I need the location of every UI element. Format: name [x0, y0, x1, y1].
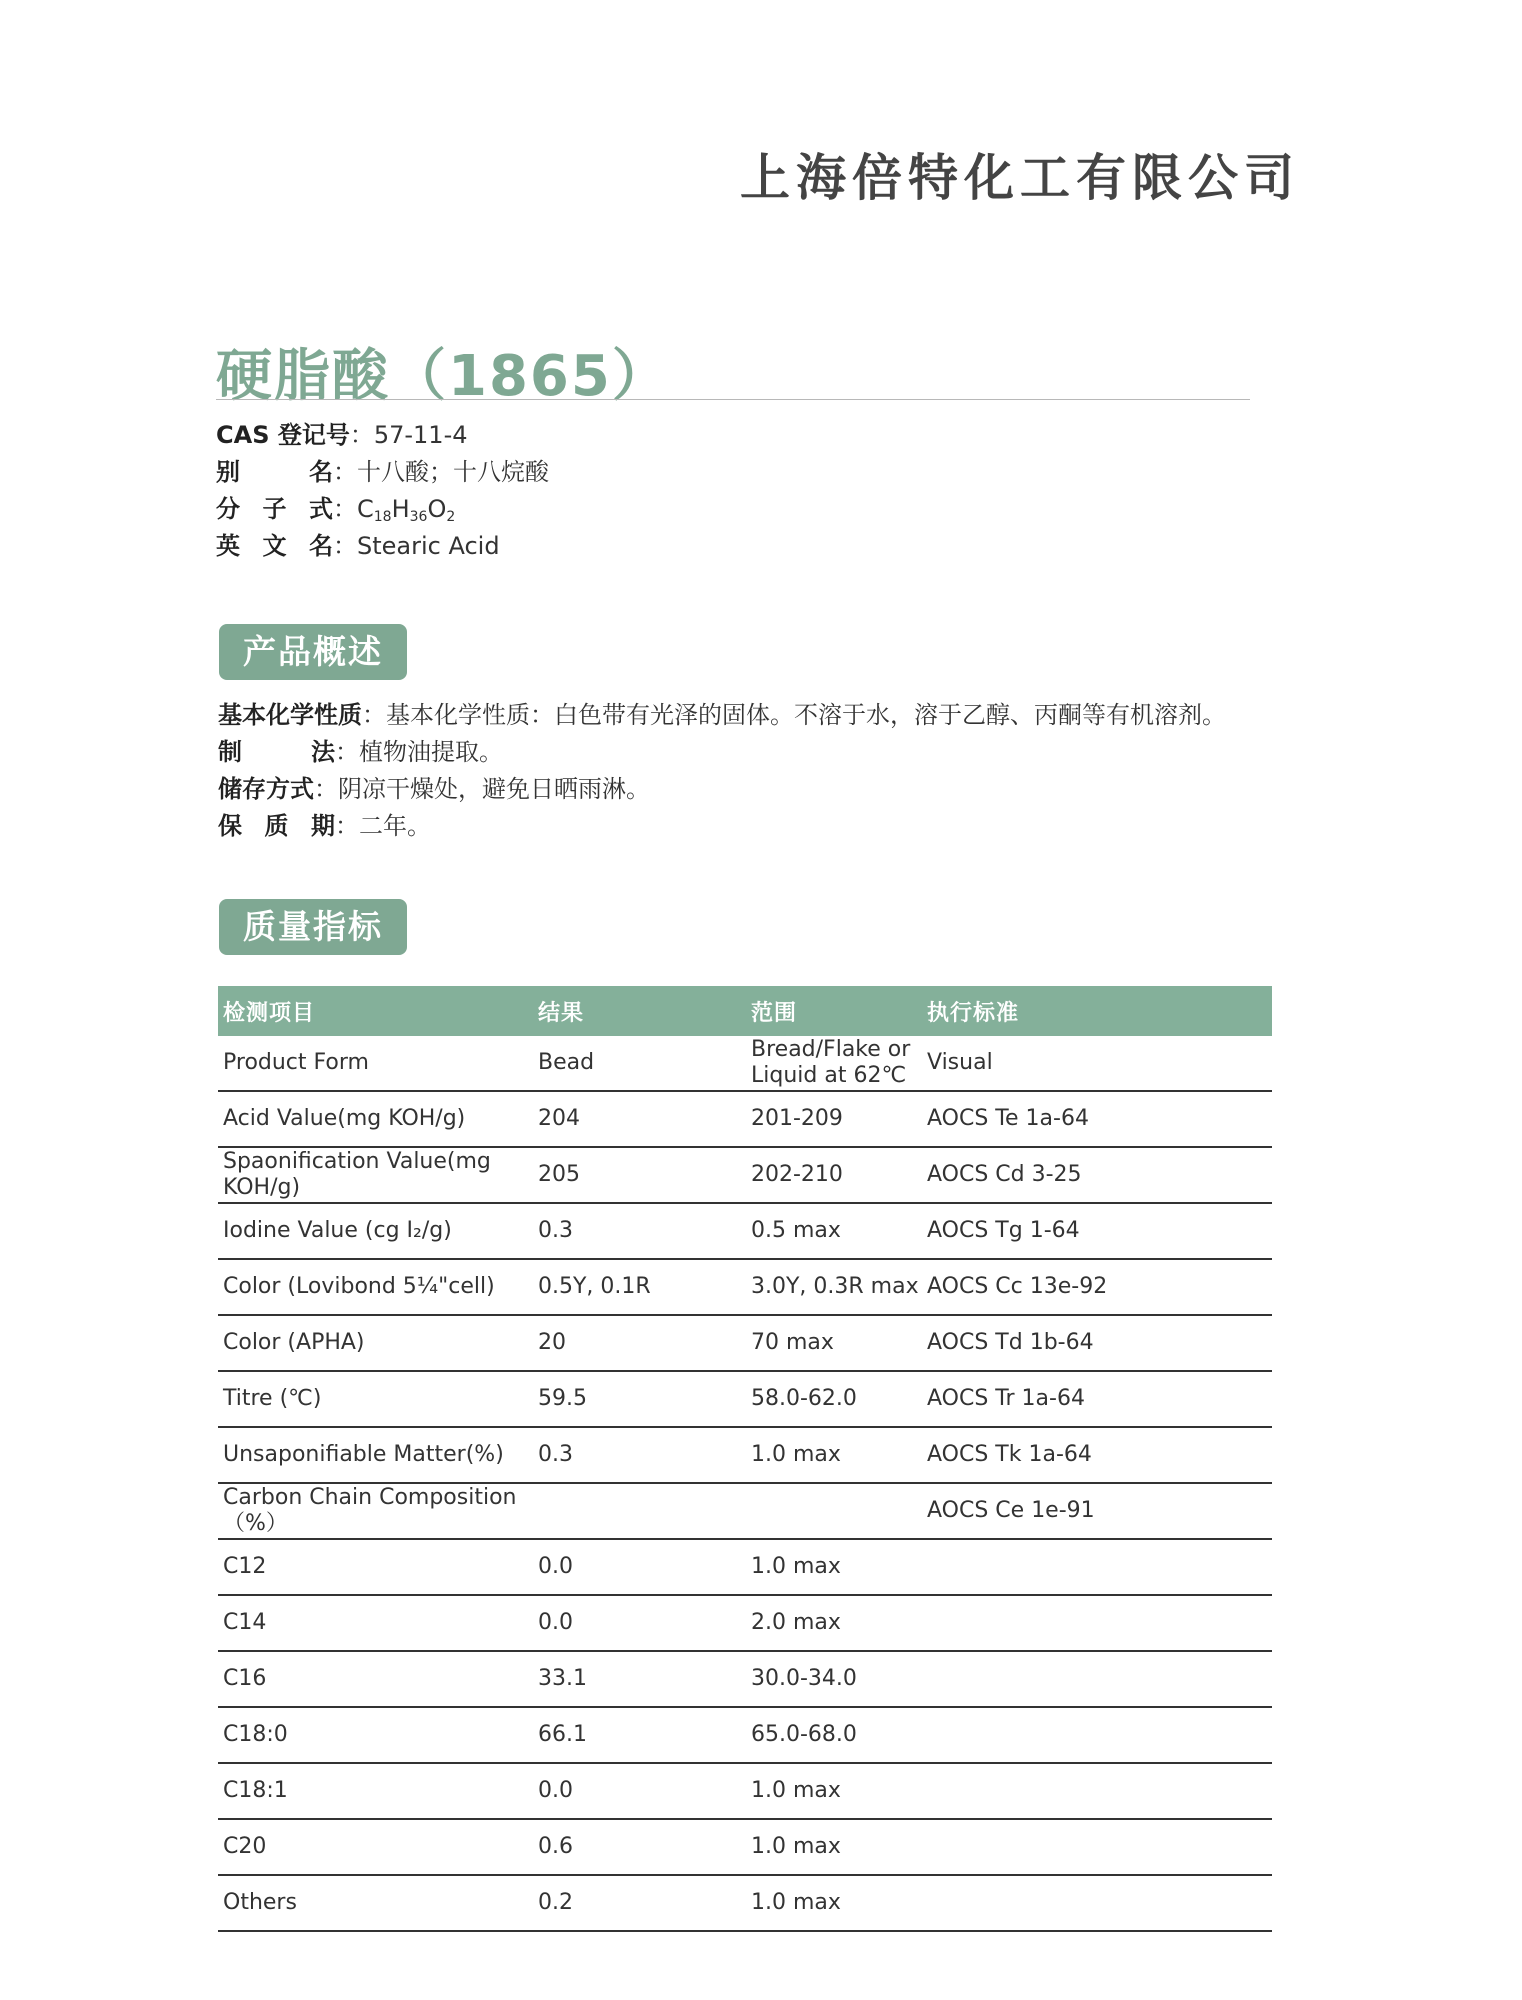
quality-badge: 质量指标 — [219, 899, 407, 955]
cell-range: 65.0-68.0 — [746, 1707, 922, 1763]
cell-range: 1.0 max — [746, 1763, 922, 1819]
cell-item: Titre (℃) — [218, 1371, 533, 1427]
cell-range: 3.0Y, 0.3R max — [746, 1259, 922, 1315]
cell-item: Acid Value(mg KOH/g) — [218, 1091, 533, 1147]
storage-row: 储存方式：阴凉干燥处，避免日晒雨淋。 — [218, 771, 1226, 808]
storage-value: 阴凉干燥处，避免日晒雨淋。 — [338, 775, 650, 803]
table-row — [218, 1147, 1272, 1203]
cell-standard — [922, 1595, 1272, 1651]
cell-standard: AOCS Td 1b-64 — [922, 1315, 1272, 1371]
table-row — [218, 1819, 1272, 1875]
cell-range: 201-209 — [746, 1091, 922, 1147]
cell-range: 30.0-34.0 — [746, 1651, 922, 1707]
method-value: 植物油提取。 — [359, 738, 503, 766]
alias-value: 十八酸；十八烷酸 — [357, 458, 549, 486]
table-row — [218, 1036, 1272, 1091]
method-row: 制法：植物油提取。 — [218, 734, 1226, 771]
cell-item: Color (Lovibond 5¼"cell) — [218, 1259, 533, 1315]
english-name-row: 英文名：Stearic Acid — [216, 528, 549, 565]
cell-range: 1.0 max — [746, 1875, 922, 1931]
formula-o-count: 2 — [446, 509, 456, 525]
cell-standard: AOCS Cc 13e-92 — [922, 1259, 1272, 1315]
table-row — [218, 1315, 1272, 1371]
cell-range: 202-210 — [746, 1147, 922, 1203]
cell-range — [746, 1483, 922, 1539]
cell-item: C18:0 — [218, 1707, 533, 1763]
cell-result: 0.0 — [533, 1539, 746, 1595]
table-row — [218, 1651, 1272, 1707]
title-divider — [216, 399, 1250, 400]
cell-item: C20 — [218, 1819, 533, 1875]
formula-h-count: 36 — [409, 509, 428, 525]
formula-o: O — [427, 495, 447, 523]
cell-item: Color (APHA) — [218, 1315, 533, 1371]
table-row — [218, 1763, 1272, 1819]
basic-properties-label: 基本化学性质 — [218, 701, 362, 729]
basic-properties-row: 基本化学性质：基本化学性质：白色带有光泽的固体。不溶于水，溶于乙醇、丙酮等有机溶剂。 — [218, 697, 1226, 734]
alias-row: 别名：十八酸；十八烷酸 — [216, 454, 549, 491]
alias-label: 别名 — [216, 458, 333, 486]
cell-item: C16 — [218, 1651, 533, 1707]
english-name-value: Stearic Acid — [357, 532, 500, 560]
cell-range: 1.0 max — [746, 1427, 922, 1483]
formula-label: 分子式 — [216, 495, 333, 523]
cell-standard: AOCS Te 1a-64 — [922, 1091, 1272, 1147]
cell-result: 59.5 — [533, 1371, 746, 1427]
cell-result: 0.0 — [533, 1763, 746, 1819]
formula-c-count: 18 — [373, 509, 392, 525]
cell-item: C18:1 — [218, 1763, 533, 1819]
cell-range: 1.0 max — [746, 1819, 922, 1875]
cell-item: Iodine Value (cg I₂/g) — [218, 1203, 533, 1259]
cell-standard — [922, 1539, 1272, 1595]
cell-item: C12 — [218, 1539, 533, 1595]
company-name: 上海倍特化工有限公司 — [740, 149, 1300, 207]
cas-value: 57-11-4 — [373, 421, 468, 449]
cell-item: Others — [218, 1875, 533, 1931]
formula-c: C — [357, 495, 374, 523]
method-label: 制法 — [218, 738, 335, 766]
product-info — [216, 417, 549, 565]
table-row — [218, 1595, 1272, 1651]
product-overview — [218, 697, 1226, 845]
table-row — [218, 1259, 1272, 1315]
cell-standard: AOCS Tk 1a-64 — [922, 1427, 1272, 1483]
formula-value — [357, 495, 455, 523]
cell-standard — [922, 1763, 1272, 1819]
cell-range: 0.5 max — [746, 1203, 922, 1259]
cell-standard: AOCS Tg 1-64 — [922, 1203, 1272, 1259]
cell-result: 0.3 — [533, 1203, 746, 1259]
cell-result: 0.0 — [533, 1595, 746, 1651]
cas-label: CAS 登记号 — [216, 421, 350, 449]
cas-row: CAS 登记号：57-11-4 — [216, 417, 549, 454]
cell-result: 0.5Y, 0.1R — [533, 1259, 746, 1315]
cell-standard: AOCS Ce 1e-91 — [922, 1483, 1272, 1539]
cell-item: Product Form — [218, 1036, 533, 1091]
product-title: 硬脂酸（1865） — [216, 344, 670, 409]
table-row — [218, 1707, 1272, 1763]
cell-item: C14 — [218, 1595, 533, 1651]
table-row — [218, 1091, 1272, 1147]
cell-standard — [922, 1819, 1272, 1875]
english-name-label: 英文名 — [216, 532, 333, 560]
table-row — [218, 1427, 1272, 1483]
shelf-life-value: 二年。 — [359, 812, 431, 840]
cell-standard — [922, 1651, 1272, 1707]
cell-standard: Visual — [922, 1036, 1272, 1091]
cell-result: 33.1 — [533, 1651, 746, 1707]
cell-result: Bead — [533, 1036, 746, 1091]
cell-result: 0.2 — [533, 1875, 746, 1931]
cell-standard: AOCS Tr 1a-64 — [922, 1371, 1272, 1427]
cell-range: 2.0 max — [746, 1595, 922, 1651]
cell-range: 70 max — [746, 1315, 922, 1371]
header-test-item: 检测项目 — [218, 986, 533, 1036]
table-row — [218, 1539, 1272, 1595]
cell-result: 205 — [533, 1147, 746, 1203]
cell-result: 66.1 — [533, 1707, 746, 1763]
table-row — [218, 1203, 1272, 1259]
table-row — [218, 1483, 1272, 1539]
cell-range: 1.0 max — [746, 1539, 922, 1595]
formula-h: H — [391, 495, 410, 523]
cell-result: 0.3 — [533, 1427, 746, 1483]
table-row — [218, 1371, 1272, 1427]
cell-result: 20 — [533, 1315, 746, 1371]
cell-item: Unsaponifiable Matter(%) — [218, 1427, 533, 1483]
table-row — [218, 1875, 1272, 1931]
cell-result: 0.6 — [533, 1819, 746, 1875]
shelf-life-row: 保质期：二年。 — [218, 808, 1226, 845]
quality-spec-table — [218, 986, 1272, 1932]
formula-row: 分子式：$C_{18}H_{36}O_2$ — [216, 491, 549, 528]
cell-range: Bread/Flake or Liquid at 62℃ — [746, 1036, 922, 1091]
cell-standard — [922, 1707, 1272, 1763]
cell-result — [533, 1483, 746, 1539]
cell-result: 204 — [533, 1091, 746, 1147]
cell-standard: AOCS Cd 3-25 — [922, 1147, 1272, 1203]
header-range: 范围 — [746, 986, 922, 1036]
cell-standard — [922, 1875, 1272, 1931]
header-result: 结果 — [533, 986, 746, 1036]
cell-range: 58.0-62.0 — [746, 1371, 922, 1427]
basic-properties-value: 基本化学性质：白色带有光泽的固体。不溶于水，溶于乙醇、丙酮等有机溶剂。 — [386, 701, 1226, 729]
overview-badge: 产品概述 — [219, 624, 407, 680]
cell-item: Spaonification Value(mg KOH/g) — [218, 1147, 533, 1203]
table-header-row — [218, 986, 1272, 1036]
storage-label: 储存方式 — [218, 775, 314, 803]
header-standard: 执行标准 — [922, 986, 1272, 1036]
shelf-life-label: 保质期 — [218, 812, 335, 840]
cell-item: Carbon Chain Composition（%） — [218, 1483, 533, 1539]
